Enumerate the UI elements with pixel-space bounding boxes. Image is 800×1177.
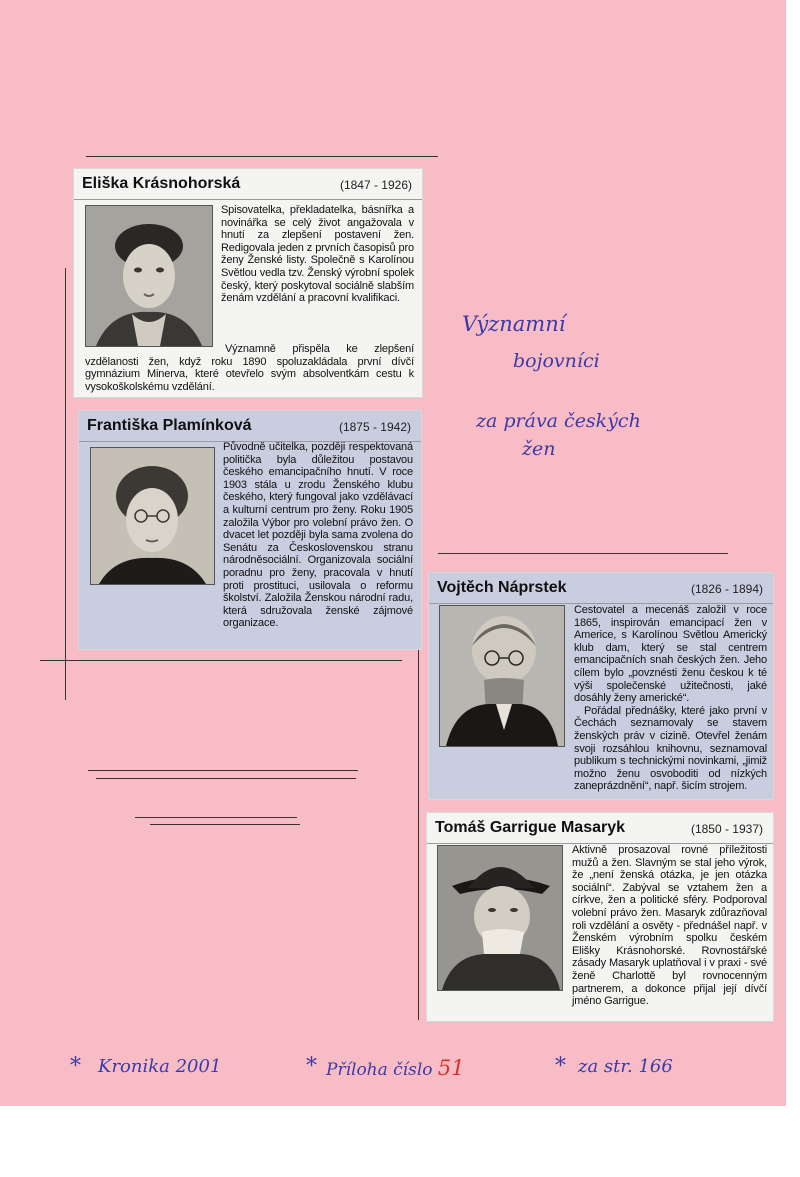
clipping-text-wide [85,343,414,393]
pencil-line [65,268,66,700]
clipping-paragraph: Pořádal přednášky, které jako první v Čechách seznamovaly se stavem ženských práv v cizině. Otevřel ženám svoji rozsáhlou knihovnu, seznamoval publikum s technickými novinkami, „jimiž možno ženu osvoboditi od nízkých zaneprázdnění“, např. šicím strojem. [574,704,767,793]
person-years: (1847 - 1926) [339,178,412,192]
man-portrait-icon [440,606,564,746]
pencil-line [88,770,358,771]
clipping-naprstek [428,572,774,800]
clipping-header [429,573,773,604]
pencil-line [86,156,438,157]
handwritten-title-line: Významní [462,312,566,336]
clipping-plaminkova [78,410,422,650]
person-years: (1826 - 1894) [690,582,763,596]
footer-priloha-label: Příloha číslo [326,1060,433,1080]
woman-portrait-icon [86,206,212,346]
pencil-line [135,817,297,818]
pencil-line [150,824,300,825]
portrait-photo [90,447,215,585]
pencil-line [96,778,356,779]
pencil-line [418,650,419,1020]
clipping-text [572,844,767,1008]
clipping-masaryk [426,812,774,1022]
footer-star-icon: * [70,1054,81,1079]
clipping-paragraph: Aktivně prosazoval rovné příležitosti mužů a žen. Slavným se stal jeho výrok, že „není ženská otázka, je jen otázka sociální“. Zabýval se vztahem žen a církve, žen a politické sféry. Podporoval volební právo žen. Masaryk zdůrazňoval roli vzdělání a osvěty - přednášel např. v Ženském výrobním spolku českém Elišky Krásnohorské. Rovnostářské zásady Masaryk uplatňoval i v praxi - své ženě Charlottě byl rovnocenným partnerem, a dokonce přijal její dívčí jméno Garrigue. [572,844,767,1008]
portrait-photo [437,845,563,991]
handwritten-title-line: za práva českých [476,410,641,432]
woman-portrait-icon [91,448,214,584]
clipping-paragraph: Spisovatelka, překladatelka, básnířka a novinářka se celý život angažovala v hnutí za zlepšení postavení žen. Redigovala jeden z prvních časopisů pro ženy Ženské listy. Společně s Karolínou Světlou vedla tzv. Ženský výrobní spolek český, který poskytoval sociálně slabším ženám vzdělání a pracovní kvalifikaci. [221,204,414,305]
footer-star-icon: * [555,1054,566,1079]
clipping-paragraph: Cestovatel a mecenáš založil v roce 1865, inspirován emancipací žen v Americe, s Karolínou Světlou Americký klub dam, který se stal centrem emancipačních snah českých žen. Jeho cílem bylo „povznésti ženu českou k té výši společenské užitečnosti, jaké dosáhly ženy americké“. [574,604,767,705]
footer-kronika: Kronika 2001 [98,1056,222,1077]
clipping-text [221,204,414,305]
portrait-photo [439,605,565,747]
person-name: Vojtěch Náprstek [437,579,567,596]
footer-priloha [326,1056,465,1080]
pencil-line [438,553,728,554]
person-years: (1850 - 1937) [690,822,763,836]
person-name: Tomáš Garrigue Masaryk [435,819,626,836]
man-portrait-icon [438,846,562,990]
pencil-line [40,660,402,661]
person-name: Eliška Krásnohorská [82,175,241,192]
portrait-photo [85,205,213,347]
footer-strana: za str. 166 [578,1056,673,1077]
footer-priloha-number: 51 [437,1056,465,1080]
clipping-header [427,813,773,844]
handwritten-title-line: bojovníci [513,350,600,372]
person-years: (1875 - 1942) [338,420,411,434]
clipping-text [223,441,413,630]
clipping-paragraph: Významně přispěla ke zlepšení vzdělanosti žen, když roku 1890 spoluzakládala první dívčí gymnázium Minerva, které otevřelo svým absolventkám cestu k vysokoškolskému vzdělání. [85,343,414,393]
clipping-krasnohorska [73,168,423,398]
footer-star-icon: * [306,1054,317,1079]
handwritten-title-line: žen [522,438,556,460]
clipping-text [574,604,767,793]
clipping-header [74,169,422,200]
clipping-paragraph: Původně učitelka, později respektovaná politička byla důležitou postavou českého emancipačního hnutí. V roce 1903 stála u zrodu Ženského klubu českého, který fungoval jako vzdělávací a kulturní centrum pro ženy. Roku 1905 založila Výbor pro volební právo žen. O dvacet let později byla sama zvolena do Senátu za Československou stranu národněsociální. Organizovala sociální poradnu pro ženy, pracovala v hnutí proti prostituci, usilovala o reformu školství. Založila Ženskou národní radu, která sdružovala ženské zájmové organizace. [223,441,413,630]
clipping-header [79,411,421,442]
person-name: Františka Plamínková [87,417,252,434]
